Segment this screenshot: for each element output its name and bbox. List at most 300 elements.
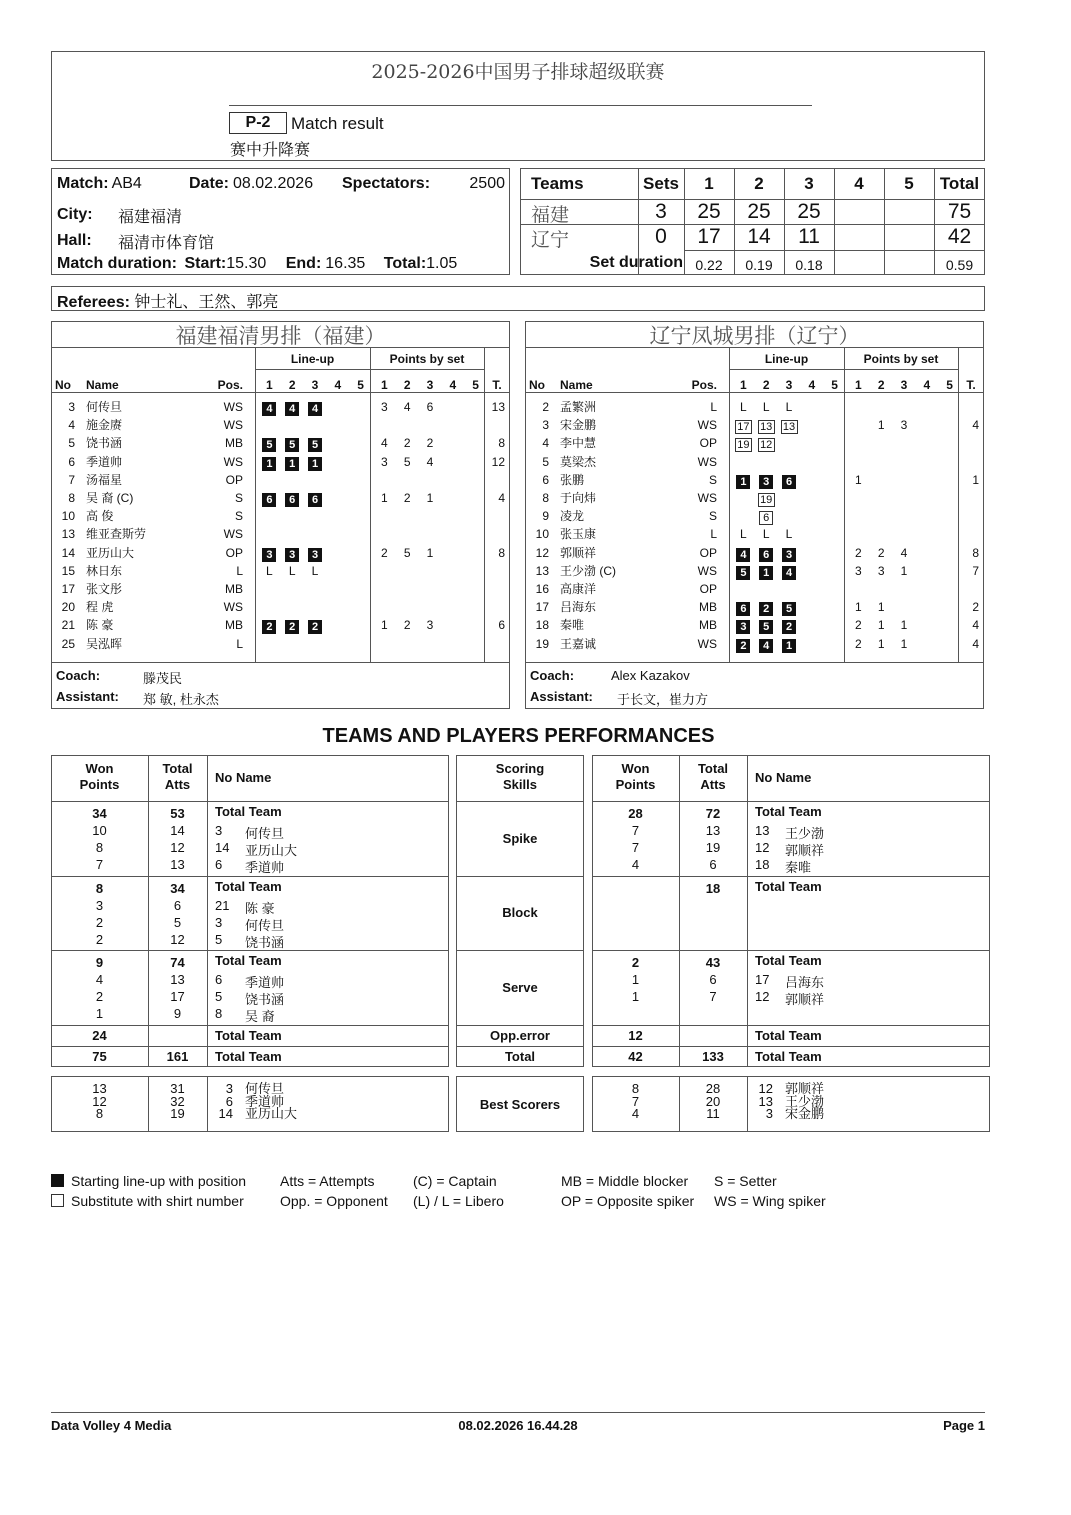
- player-atts: 6: [709, 857, 717, 872]
- lineup-cell: [736, 599, 750, 617]
- team-atts: 43: [705, 955, 721, 970]
- player-total-points: 6: [498, 618, 505, 633]
- referees-label: Referees:: [57, 294, 130, 311]
- player-position: OP: [225, 472, 243, 487]
- total-team-label: Total Team: [215, 953, 282, 968]
- opp-error-b-won: 12: [628, 1028, 643, 1043]
- score-header-0: Teams: [531, 174, 584, 193]
- player-position: WS: [697, 491, 717, 505]
- player-name: 王少渤 (C): [560, 563, 616, 578]
- coach-label: Coach:: [530, 668, 575, 683]
- total-team-label: Total Team: [755, 953, 822, 968]
- player-position: OP: [699, 436, 717, 451]
- set-duration-value: 0.19: [745, 257, 773, 273]
- lineup-cell: [782, 563, 796, 581]
- skill-serve: Serve: [502, 979, 538, 995]
- starting-position-box: 3: [308, 548, 322, 562]
- player-name: 张鹏: [560, 472, 585, 487]
- lineup-cell: [782, 617, 796, 635]
- footer-divider: [51, 1412, 985, 1413]
- set-points: 1: [426, 545, 434, 560]
- player-position: L: [710, 400, 717, 414]
- roster-title-divider: [525, 347, 984, 348]
- player-position: S: [234, 491, 243, 505]
- set-points: 1: [900, 563, 908, 578]
- lineup-cell: [781, 417, 798, 435]
- points-by-set-header: Points by set: [389, 352, 465, 366]
- legend-ws: WS = Wing spiker: [714, 1193, 826, 1209]
- player-won: 7: [95, 857, 104, 872]
- lineup-header: Line-up: [764, 352, 809, 366]
- player-name: 饶书涵: [86, 436, 123, 451]
- set-points: 2: [403, 491, 411, 505]
- starting-lineup-swatch: [51, 1174, 64, 1187]
- starting-position-box: 6: [262, 493, 276, 507]
- lineup-cell: [308, 617, 322, 635]
- player-number: 10: [535, 527, 549, 542]
- lineup-cell: [262, 454, 276, 472]
- coach-name: Alex Kazakov: [611, 668, 690, 683]
- player-won: 7: [631, 840, 640, 855]
- best-scorer-points: 7: [631, 1093, 640, 1109]
- lineup-col-header: 5: [357, 378, 364, 392]
- player-number: 14: [61, 545, 75, 560]
- lineup-libero: L: [288, 563, 296, 578]
- total-team-label: Total Team: [215, 879, 282, 894]
- points-col-header: 3: [426, 378, 434, 392]
- player-total-points: 12: [491, 454, 505, 469]
- set-points: 1: [900, 636, 908, 651]
- set-points: 2: [381, 545, 388, 560]
- col-no-header: No: [55, 378, 71, 392]
- lineup-cell: [759, 617, 773, 635]
- roster-col-divider: [729, 347, 730, 662]
- lineup-cell: [262, 399, 276, 417]
- player-no: 3: [215, 915, 223, 930]
- perf-row-divider: [51, 1046, 449, 1047]
- substitute-box: 17: [735, 420, 752, 434]
- best-scorer-points: 4: [631, 1106, 640, 1121]
- lineup-cell: [735, 417, 752, 435]
- player-no: 13: [755, 823, 770, 838]
- perf-row-divider: [592, 1025, 990, 1026]
- perf-row-divider: [592, 950, 990, 951]
- player-position: WS: [697, 418, 717, 433]
- set-points: 1: [877, 618, 885, 633]
- player-name: 程 虎: [86, 600, 114, 615]
- lineup-col-header: 4: [334, 378, 342, 392]
- starting-position-box: 5: [308, 438, 322, 452]
- total-label: Total: [504, 1049, 536, 1064]
- player-number: 5: [542, 454, 549, 469]
- player-no: 14: [215, 840, 230, 855]
- lineup-cell: [308, 490, 322, 508]
- skill-block: Block: [502, 905, 538, 920]
- starting-position-box: 5: [782, 602, 796, 616]
- starting-position-box: 3: [759, 475, 773, 489]
- roster-col-divider: [370, 347, 371, 662]
- player-atts: 6: [709, 972, 717, 987]
- lineup-cell: [782, 599, 796, 617]
- team-won: 34: [92, 806, 107, 821]
- lineup-cell: [759, 472, 773, 490]
- player-position: S: [708, 509, 717, 524]
- player-number: 4: [542, 436, 549, 451]
- player-number: 8: [68, 491, 75, 505]
- player-position: WS: [223, 527, 243, 542]
- player-position: S: [708, 472, 717, 487]
- player-no: 12: [755, 989, 770, 1004]
- roster-title: 辽宁凤城男排（辽宁）: [649, 324, 860, 348]
- player-atts: 13: [170, 972, 185, 987]
- won-points-header: Won Points: [615, 761, 656, 792]
- opp-error-a-label: Total Team: [215, 1028, 282, 1043]
- player-name: 郭顺祥: [785, 992, 825, 1007]
- team-atts: 34: [170, 881, 185, 896]
- score-cell-team: 福建: [531, 204, 570, 226]
- set-points: 3: [900, 418, 908, 433]
- best-scorer-points: 12: [92, 1093, 107, 1109]
- player-number: 3: [542, 418, 549, 433]
- team-atts: 72: [705, 806, 721, 821]
- lineup-cell: [285, 617, 299, 635]
- lineup-cell: [262, 490, 276, 508]
- legend-opp: Opp. = Opponent: [280, 1193, 388, 1209]
- set-points: 5: [403, 454, 411, 469]
- player-number: 6: [68, 454, 75, 469]
- starting-position-box: 1: [736, 475, 750, 489]
- lineup-cell: [262, 435, 276, 453]
- points-col-header: 3: [900, 378, 908, 392]
- score-header-4: 3: [804, 174, 814, 193]
- end-value: 16.35: [325, 255, 366, 272]
- perf-col-divider: [207, 1076, 208, 1132]
- best-scorer-name: 季道帅: [245, 1093, 285, 1109]
- total-a-won: 75: [92, 1049, 107, 1064]
- roster-header-divider: [51, 392, 510, 393]
- player-position: WS: [223, 454, 243, 469]
- lineup-cell: [758, 435, 775, 453]
- lineup-cell: [736, 472, 750, 490]
- player-no: 18: [755, 857, 770, 872]
- player-name: 维亚查斯劳: [86, 527, 147, 542]
- player-number: 17: [535, 600, 549, 615]
- lineup-cell: [285, 490, 299, 508]
- player-name: 饶书涵: [245, 935, 285, 950]
- set-points: 2: [403, 618, 411, 633]
- legend: [51, 1173, 951, 1213]
- perf-row-divider: [456, 876, 584, 877]
- total-b-label: Total Team: [755, 1049, 822, 1064]
- score-cell-total: 75: [947, 200, 972, 223]
- starting-position-box: 6: [736, 602, 750, 616]
- player-position: MB: [225, 582, 243, 596]
- lineup-cell: [759, 636, 773, 654]
- player-no: 17: [755, 972, 770, 987]
- player-name: 孟繁洲: [560, 400, 597, 414]
- player-number: 16: [535, 582, 549, 596]
- total-b-atts: 133: [702, 1049, 724, 1064]
- total-team-label: Total Team: [755, 804, 822, 819]
- set-points: 6: [426, 400, 434, 414]
- total-b-won: 42: [628, 1049, 643, 1064]
- lineup-cell: [285, 435, 299, 453]
- player-name: 吴泓晖: [86, 636, 123, 651]
- set-points: 1: [426, 491, 434, 505]
- player-atts: 6: [173, 898, 182, 913]
- player-name: 饶书涵: [245, 992, 285, 1007]
- player-name: 季道帅: [86, 454, 123, 469]
- set-duration-label: Set duration: [589, 254, 683, 271]
- player-atts: 13: [170, 857, 185, 872]
- player-position: WS: [223, 600, 243, 615]
- no-name-header: No Name: [215, 770, 272, 785]
- player-number: 7: [68, 472, 75, 487]
- city-label: City:: [57, 206, 93, 223]
- team-won: 28: [628, 806, 643, 821]
- starting-position-box: 2: [285, 620, 299, 634]
- lineup-cell: [759, 599, 773, 617]
- lineup-col-header: 5: [831, 378, 838, 392]
- player-position: MB: [225, 618, 243, 633]
- player-won: 2: [95, 932, 104, 947]
- lineup-cell: [736, 563, 750, 581]
- starting-position-box: 1: [782, 639, 796, 653]
- lineup-cell: [308, 435, 322, 453]
- phase-label: 赛中升降赛: [230, 142, 311, 159]
- player-name: 季道帅: [245, 860, 285, 875]
- starting-position-box: 2: [308, 620, 322, 634]
- lineup-cell: [285, 454, 299, 472]
- score-cell-s2: 14: [747, 225, 771, 248]
- player-total-points: 13: [491, 400, 505, 414]
- set-points: 3: [381, 454, 388, 469]
- player-name: 何传旦: [245, 918, 285, 933]
- doc-name: Match result: [291, 114, 384, 133]
- player-no: 6: [215, 972, 223, 987]
- player-name: 吴 裔 (C): [86, 491, 134, 505]
- set-points: 2: [426, 436, 434, 451]
- player-number: 12: [535, 545, 549, 560]
- set-points: 1: [877, 636, 885, 651]
- assistant-names: 郑 敏, 杜永杰: [143, 692, 219, 707]
- player-total-points: 8: [498, 545, 505, 560]
- set-points: 1: [855, 600, 862, 615]
- referees-line: [57, 289, 278, 312]
- col-total-header: T.: [492, 378, 502, 392]
- total-value: 1.05: [426, 255, 458, 272]
- player-won: 1: [631, 989, 640, 1004]
- player-number: 4: [68, 418, 75, 433]
- lineup-cell: [308, 399, 322, 417]
- player-name: 王嘉诚: [560, 636, 597, 651]
- total-a-atts: 161: [166, 1049, 189, 1064]
- best-scorer-atts: 19: [170, 1106, 185, 1121]
- col-total-header: T.: [966, 378, 976, 392]
- player-total-points: 4: [972, 418, 979, 433]
- player-position: S: [234, 509, 243, 524]
- set-points: 1: [877, 600, 885, 615]
- legend-captain: (C) = Captain: [413, 1173, 497, 1189]
- start-label: Start:: [184, 255, 227, 272]
- set-points: 3: [877, 563, 885, 578]
- set-points: 4: [381, 436, 388, 451]
- points-col-header: 1: [381, 378, 388, 392]
- points-col-header: 1: [855, 378, 862, 392]
- starting-position-box: 6: [285, 493, 299, 507]
- best-scorer-atts: 11: [706, 1106, 720, 1121]
- starting-position-box: 3: [262, 548, 276, 562]
- player-number: 8: [542, 491, 549, 505]
- player-number: 21: [61, 618, 75, 633]
- player-no: 8: [215, 1006, 223, 1021]
- lineup-col-header: 3: [785, 378, 793, 392]
- lineup-libero: L: [785, 400, 793, 414]
- best-scorer-atts: 20: [705, 1093, 721, 1109]
- best-scorer-points: 8: [631, 1081, 640, 1096]
- player-number: 18: [535, 618, 549, 633]
- player-position: MB: [699, 600, 717, 615]
- lineup-cell: [736, 636, 750, 654]
- set-points: 1: [381, 491, 388, 505]
- player-won: 2: [95, 915, 104, 930]
- duration-label: Match duration:: [57, 255, 177, 272]
- points-col-header: 2: [877, 378, 885, 392]
- player-won: 8: [95, 840, 104, 855]
- player-won: 3: [95, 898, 104, 913]
- set-points: 3: [381, 400, 388, 414]
- player-position: L: [710, 527, 717, 542]
- start-value: 15.30: [226, 255, 267, 272]
- best-scorer-atts: 32: [170, 1093, 185, 1109]
- best-scorer-atts: 28: [705, 1081, 721, 1096]
- set-duration-value: 0.18: [795, 257, 823, 273]
- set-points: 1: [900, 618, 908, 633]
- player-number: 3: [68, 400, 75, 414]
- assistant-label: Assistant:: [56, 689, 119, 704]
- best-scorer-name: 亚历山大: [245, 1106, 298, 1121]
- lineup-libero: L: [311, 563, 319, 578]
- lineup-libero: L: [740, 527, 747, 542]
- starting-position-box: 4: [782, 566, 796, 580]
- opp-error-b-label: Total Team: [755, 1028, 822, 1043]
- lineup-col-header: 1: [266, 378, 273, 392]
- best-scorer-no: 14: [218, 1106, 233, 1121]
- player-name: 高 俊: [86, 509, 114, 524]
- perf-col-divider: [747, 1076, 748, 1132]
- set-points: 2: [855, 618, 862, 633]
- lineup-cell: [735, 435, 752, 453]
- city-value: 福建福清: [118, 209, 183, 226]
- score-header-2: 1: [704, 174, 714, 193]
- substitute-swatch: [51, 1194, 64, 1207]
- header-divider: [229, 105, 812, 106]
- substitute-box: 12: [758, 438, 775, 452]
- best-scorer-no: 12: [758, 1081, 773, 1096]
- team-won: 8: [95, 881, 104, 896]
- player-won: 2: [95, 989, 104, 1004]
- best-scorer-points: 13: [92, 1081, 107, 1096]
- points-col-header: 4: [923, 378, 931, 392]
- lineup-cell: [759, 563, 773, 581]
- set-duration-total: 0.59: [945, 257, 974, 273]
- player-total-points: 4: [498, 491, 505, 505]
- best-scorer-name: 宋金鹏: [785, 1106, 825, 1121]
- player-position: OP: [699, 545, 717, 560]
- player-atts: 7: [709, 989, 717, 1004]
- player-won: 10: [92, 823, 107, 838]
- player-total-points: 8: [972, 545, 979, 560]
- starting-position-box: 6: [759, 548, 773, 562]
- player-number: 9: [542, 509, 549, 524]
- lineup-cell: [759, 545, 773, 563]
- score-cell-team: 辽宁: [531, 229, 570, 251]
- lineup-libero: L: [785, 527, 793, 542]
- set-points: 4: [900, 545, 908, 560]
- perf-row-divider: [592, 876, 990, 877]
- player-no: 3: [215, 823, 223, 838]
- date-value: 08.02.2026: [233, 175, 314, 192]
- lineup-cell: [308, 545, 322, 563]
- best-scorer-no: 3: [225, 1081, 233, 1096]
- perf-row-divider: [592, 801, 990, 802]
- referees-value: 钟士礼、王然、郭亮: [134, 294, 279, 311]
- col-pos-header: Pos.: [691, 378, 717, 392]
- legend-s: S = Setter: [714, 1173, 777, 1189]
- points-col-header: 4: [449, 378, 457, 392]
- player-total-points: 4: [972, 618, 979, 633]
- player-name: 陈 豪: [245, 901, 275, 916]
- player-name: 何传旦: [86, 400, 123, 414]
- set-points: 1: [381, 618, 388, 633]
- team-atts: 18: [705, 881, 721, 896]
- player-name: 莫梁杰: [560, 454, 597, 469]
- legend-substitute: Substitute with shirt number: [71, 1193, 244, 1209]
- player-total-points: 7: [972, 563, 979, 578]
- hall-label: Hall:: [57, 232, 92, 249]
- skill-spike: Spike: [502, 830, 538, 846]
- player-position: MB: [225, 436, 243, 451]
- player-atts: 5: [173, 915, 182, 930]
- player-atts: 13: [705, 823, 721, 838]
- player-position: WS: [223, 418, 243, 433]
- lineup-header: Line-up: [290, 352, 335, 366]
- duration-line: [57, 255, 457, 273]
- player-name: 王少渤: [785, 826, 825, 841]
- team-won: 9: [95, 955, 104, 970]
- perf-row-divider: [51, 801, 449, 802]
- player-name: 吕海东: [560, 600, 597, 615]
- set-points: 3: [855, 563, 862, 578]
- total-atts-header: Total Atts: [162, 761, 193, 792]
- footer-center: 08.02.2026 16.44.28: [458, 1418, 578, 1433]
- player-name: 高康洋: [560, 582, 597, 596]
- total-team-label: Total Team: [215, 804, 282, 819]
- lineup-cell: [262, 617, 276, 635]
- player-name: 张文彤: [86, 582, 123, 596]
- player-number: 10: [61, 509, 75, 524]
- player-number: 25: [61, 636, 75, 651]
- starting-position-box: 4: [759, 639, 773, 653]
- match-label: Match:: [57, 175, 109, 192]
- total-a-label: Total Team: [215, 1049, 282, 1064]
- player-no: 12: [755, 840, 770, 855]
- performance-title: TEAMS AND PLAYERS PERFORMANCES: [322, 725, 715, 747]
- starting-position-box: 5: [736, 566, 750, 580]
- legend-mb: MB = Middle blocker: [561, 1173, 689, 1189]
- best-scorer-name: 何传旦: [245, 1081, 285, 1096]
- player-name: 陈 豪: [86, 618, 114, 633]
